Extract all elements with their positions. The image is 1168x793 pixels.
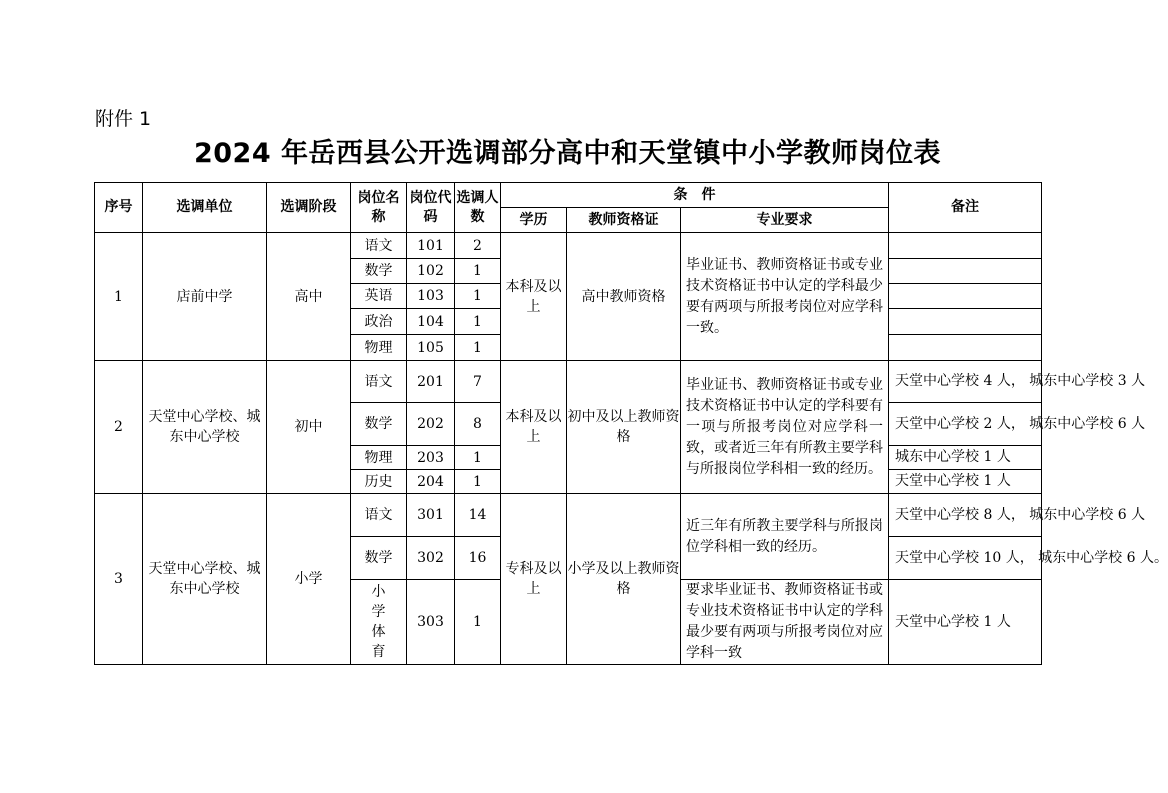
seq-cell: 1: [95, 233, 143, 361]
table-row: [95, 494, 1042, 537]
remark-cell: 天堂中心学校 1 人: [889, 470, 1042, 494]
post-code-cell: 104: [407, 309, 455, 335]
certificate-cell: 初中及以上教师资格: [567, 361, 681, 494]
header-post-name: 岗位名称: [351, 183, 407, 233]
post-code-cell: 101: [407, 233, 455, 259]
page-title: 2024 年岳西县公开选调部分高中和天堂镇中小学教师岗位表: [193, 138, 942, 169]
header-post-code: 岗位代码: [407, 183, 455, 233]
remark-cell: 天堂中心学校 10 人， 城东中心学校 6 人。: [889, 537, 1042, 580]
major-cell: 毕业证书、教师资格证书或专业技术资格证书中认定的学科最少要有两项与所报考岗位对应学科一致。: [681, 233, 889, 361]
remark-cell: [889, 259, 1042, 284]
post-name-cell: 物理: [351, 446, 407, 470]
remark-cell: 天堂中心学校 8 人， 城东中心学校 6 人: [889, 494, 1042, 537]
post-name-cell: 语文: [351, 494, 407, 537]
count-cell: 1: [455, 470, 501, 494]
post-name-cell: 英语: [351, 284, 407, 309]
post-code-cell: 201: [407, 361, 455, 403]
post-name-cell: 语文: [351, 233, 407, 259]
count-cell: 16: [455, 537, 501, 580]
post-code-cell: 105: [407, 335, 455, 361]
post-name-cell: 小学体育: [351, 580, 407, 665]
post-code-cell: 303: [407, 580, 455, 665]
post-code-cell: 102: [407, 259, 455, 284]
post-code-cell: 103: [407, 284, 455, 309]
unit-cell: 店前中学: [143, 233, 267, 361]
stage-cell: 高中: [267, 233, 351, 361]
education-cell: 本科及以上: [501, 361, 567, 494]
remark-cell: 城东中心学校 1 人: [889, 446, 1042, 470]
header-seq: 序号: [95, 183, 143, 233]
count-cell: 1: [455, 309, 501, 335]
post-code-cell: 202: [407, 403, 455, 446]
unit-cell: 天堂中心学校、城东中心学校: [143, 361, 267, 494]
positions-table: [94, 182, 1168, 665]
header-unit: 选调单位: [143, 183, 267, 233]
header-conditions: 条 件: [501, 183, 889, 208]
table-row: [95, 361, 1042, 403]
post-name-cell: 数学: [351, 259, 407, 284]
post-code-cell: 301: [407, 494, 455, 537]
post-name-cell: 历史: [351, 470, 407, 494]
major-cell: 近三年有所教主要学科与所报岗位学科相一致的经历。: [681, 494, 889, 580]
remark-cell: [889, 309, 1042, 335]
remark-cell: [889, 335, 1042, 361]
seq-cell: 2: [95, 361, 143, 494]
unit-cell: 天堂中心学校、城东中心学校: [143, 494, 267, 665]
header-certificate: 教师资格证: [567, 208, 681, 233]
post-name-cell: 数学: [351, 403, 407, 446]
major-cell: 要求毕业证书、教师资格证书或专业技术资格证书中认定的学科最少要有两项与所报考岗位对应学科一致: [681, 580, 889, 665]
stage-cell: 初中: [267, 361, 351, 494]
attachment-label: 附件 1: [95, 108, 152, 130]
education-cell: 专科及以上: [501, 494, 567, 665]
major-cell: 毕业证书、教师资格证书或专业技术资格证书中认定的学科要有一项与所报考岗位对应学科一致，或者近三年有所教主要学科与所报岗位学科相一致的经历。: [681, 361, 889, 494]
header-count: 选调人数: [455, 183, 501, 233]
header-remark: 备注: [889, 183, 1042, 233]
certificate-cell: 高中教师资格: [567, 233, 681, 361]
count-cell: 7: [455, 361, 501, 403]
post-code-cell: 203: [407, 446, 455, 470]
remark-cell: 天堂中心学校 4 人， 城东中心学校 3 人: [889, 361, 1042, 403]
count-cell: 2: [455, 233, 501, 259]
remark-cell: 天堂中心学校 2 人， 城东中心学校 6 人: [889, 403, 1042, 446]
header-major: 专业要求: [681, 208, 889, 233]
remark-cell: 天堂中心学校 1 人: [889, 580, 1042, 665]
count-cell: 1: [455, 335, 501, 361]
count-cell: 8: [455, 403, 501, 446]
count-cell: 1: [455, 259, 501, 284]
post-code-cell: 204: [407, 470, 455, 494]
post-code-cell: 302: [407, 537, 455, 580]
count-cell: 1: [455, 580, 501, 665]
count-cell: 1: [455, 284, 501, 309]
remark-cell: [889, 284, 1042, 309]
education-cell: 本科及以上: [501, 233, 567, 361]
count-cell: 14: [455, 494, 501, 537]
seq-cell: 3: [95, 494, 143, 665]
post-name-cell: 数学: [351, 537, 407, 580]
post-name-cell: 语文: [351, 361, 407, 403]
header-education: 学历: [501, 208, 567, 233]
remark-cell: [889, 233, 1042, 259]
header-stage: 选调阶段: [267, 183, 351, 233]
stage-cell: 小学: [267, 494, 351, 665]
post-name-cell: 物理: [351, 335, 407, 361]
post-name-cell: 政治: [351, 309, 407, 335]
certificate-cell: 小学及以上教师资格: [567, 494, 681, 665]
count-cell: 1: [455, 446, 501, 470]
table-row: [95, 233, 1042, 259]
